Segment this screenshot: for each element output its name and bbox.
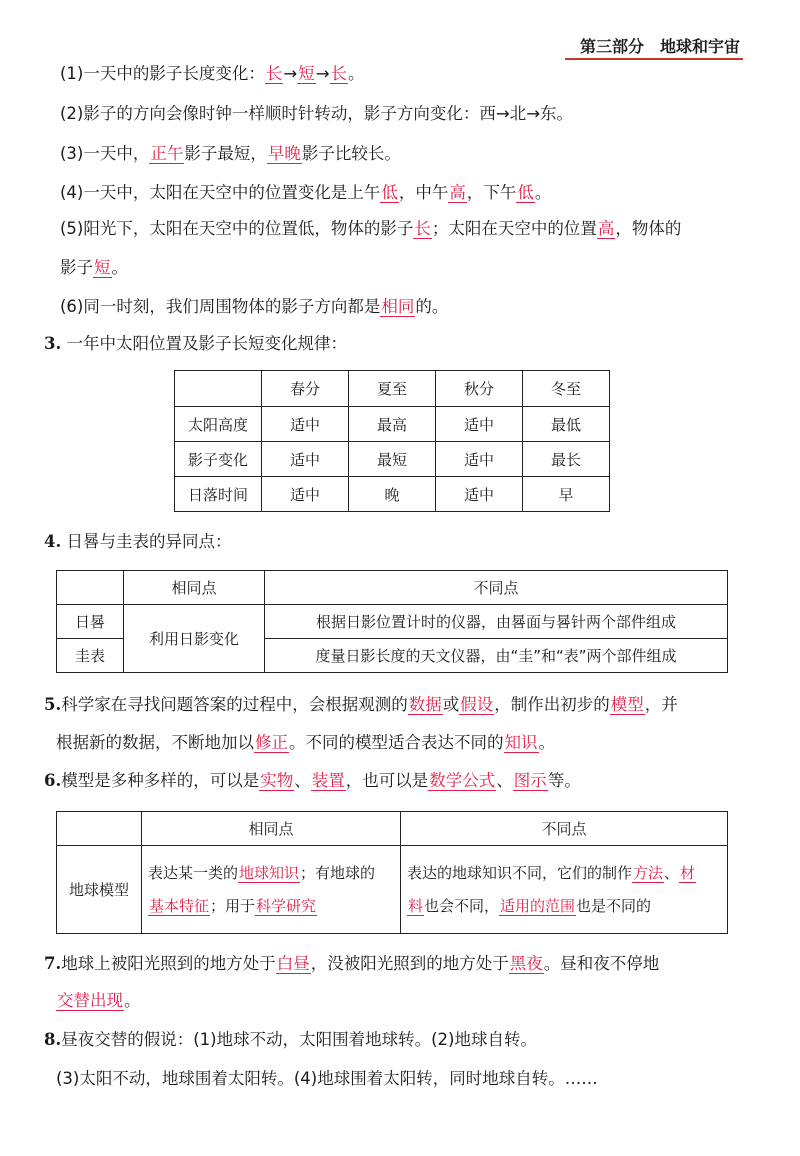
answer-text: 低: [381, 183, 398, 202]
row-label: 日落时间: [175, 477, 262, 512]
rule-line-2: [60, 103, 573, 125]
answer-text: 早晚: [267, 144, 301, 163]
table-header-cell: 春分: [262, 371, 349, 407]
answer-text: 相同: [381, 297, 415, 316]
question-text: 日晷与圭表的异同点：: [66, 532, 232, 551]
body-text: ，物体的: [615, 219, 682, 238]
body-text: (3)太阳不动，地球围着太阳转。(4)地球围着太阳转，同时地球自转。……: [56, 1069, 598, 1088]
answer-text: 知识: [504, 733, 538, 752]
body-text: 的。: [415, 297, 449, 316]
body-text: ；太阳在天空中的位置: [431, 219, 597, 238]
rule-line-5-cont: [60, 257, 128, 279]
question-number: 4.: [44, 532, 62, 551]
table-row: [57, 846, 728, 934]
table-cell: 适中: [436, 477, 523, 512]
cell-line: [148, 857, 394, 890]
table-cell: 根据日影位置计时的仪器，由晷面与晷针两个部件组成: [265, 605, 728, 639]
question-6: [44, 770, 581, 792]
body-text: 地球上被阳光照到的地方处于: [61, 954, 276, 973]
answer-text: 数学公式: [429, 771, 496, 790]
answer-text: 适用的范围: [500, 896, 576, 915]
body-text: 科学家在寻找问题答案的过程中，会根据观测的: [61, 695, 408, 714]
answer-text: 基本特征: [149, 896, 210, 915]
answer-text: 长: [414, 219, 431, 238]
answer-text: 图示: [513, 771, 547, 790]
table-cell: 早: [523, 477, 610, 512]
body-text: 。昼和夜不停地: [543, 954, 660, 973]
rule-number: (2): [60, 104, 84, 123]
question-text: 一年中太阳位置及影子长短变化规律：: [66, 334, 347, 353]
body-text: 。: [534, 183, 552, 202]
table-cell: 适中: [262, 442, 349, 477]
body-text: ，下午: [466, 183, 517, 202]
question-7-cont: [56, 990, 141, 1012]
answer-text: 长: [265, 64, 283, 83]
row-label: 地球模型: [57, 846, 142, 934]
table-cell: 最高: [349, 407, 436, 442]
rule-line-5: [60, 218, 681, 240]
body-text: ；有地球的: [300, 863, 376, 882]
question-text: [61, 1030, 537, 1049]
table-cell: [57, 571, 124, 605]
sundial-table: [56, 570, 728, 673]
row-label: 太阳高度: [175, 407, 262, 442]
body-text: 。: [111, 258, 128, 277]
body-text: 昼夜交替的假说：(1)地球不动，太阳围着地球转。(2)地球自转。: [61, 1030, 537, 1049]
rule-number: (1): [60, 64, 84, 83]
model-table: [56, 811, 728, 934]
rule-number: (4): [60, 183, 84, 202]
answer-text: 假设: [460, 695, 494, 714]
answer-text: 交替出现: [57, 991, 123, 1010]
table-cell: [401, 846, 728, 934]
question-4: [44, 531, 231, 553]
body-text: 、: [496, 771, 513, 790]
table-cell: [142, 846, 401, 934]
answer-text: 白昼: [276, 954, 310, 973]
question-number: 7.: [44, 954, 62, 973]
rule-line-1: [60, 63, 365, 85]
answer-text: 装置: [311, 771, 345, 790]
body-text: →: [315, 64, 330, 83]
body-text: 影子比较长。: [301, 144, 401, 163]
body-text: 。不同的模型适合表达不同的: [289, 733, 504, 752]
body-text: 等。: [547, 771, 581, 790]
rule-number: (5): [60, 219, 84, 238]
answer-text: 低: [517, 183, 534, 202]
body-text: 影子最短，: [184, 144, 267, 163]
row-label: 日晷: [57, 605, 124, 639]
body-text: 表达的地球知识不同，它们的制作: [407, 863, 633, 882]
question-text: [61, 954, 659, 974]
body-text: 一天中，太阳在天空中的位置变化是上午: [83, 183, 381, 202]
body-text: 表达某一类的: [148, 863, 239, 882]
table-header-cell: 秋分: [436, 371, 523, 407]
question-3: [44, 333, 347, 355]
question-5-cont: [56, 732, 555, 754]
table-cell: 度量日影长度的天文仪器，由“圭”和“表”两个部件组成: [265, 639, 728, 673]
question-5: [44, 694, 678, 716]
table-header-cell: 冬至: [523, 371, 610, 407]
table-row: [57, 605, 728, 639]
body-text: ；用于: [210, 896, 256, 915]
answer-text: 长: [330, 64, 348, 83]
table-cell: 晚: [349, 477, 436, 512]
question-8: [44, 1029, 537, 1051]
table-cell: 适中: [262, 407, 349, 442]
body-text: 、: [664, 863, 680, 882]
question-number: 6.: [44, 771, 62, 790]
question-number: 3.: [44, 334, 62, 353]
table-cell: 最短: [349, 442, 436, 477]
body-text: 影子: [60, 258, 93, 277]
rule-line-3: [60, 143, 401, 165]
season-table: [174, 370, 610, 512]
body-text: ，也可以是: [345, 771, 429, 790]
body-text: 。: [538, 733, 555, 752]
table-header-cell: 夏至: [349, 371, 436, 407]
table-header-row: [57, 812, 728, 846]
table-row: [175, 477, 610, 512]
body-text: ，制作出初步的: [494, 695, 610, 714]
answer-text: 高: [597, 219, 615, 238]
cell-line: [148, 890, 394, 923]
table-header-cell: 不同点: [401, 812, 728, 846]
answer-text: 模型: [610, 695, 644, 714]
row-label: 影子变化: [175, 442, 262, 477]
answer-text: 正午: [150, 144, 184, 163]
body-text: 、: [294, 771, 311, 790]
table-cell: 适中: [262, 477, 349, 512]
answer-text: 科学研究: [256, 896, 317, 915]
row-label: 圭表: [57, 639, 124, 673]
body-text: 一天中的影子长度变化：: [83, 64, 265, 83]
table-header-row: [57, 571, 728, 605]
answer-text: 修正: [255, 733, 288, 752]
table-cell: 适中: [436, 407, 523, 442]
table-row: [175, 442, 610, 477]
body-text: 同一时刻，我们周围物体的影子方向都是: [83, 297, 381, 316]
body-text: →: [283, 64, 298, 83]
answer-text: 黑夜: [509, 954, 543, 973]
table-cell: [175, 371, 262, 407]
question-number: 5.: [44, 695, 62, 714]
body-text: 根据新的数据，不断地加以: [56, 733, 254, 752]
body-text: ，并: [644, 695, 678, 714]
answer-text: 短: [94, 258, 111, 277]
rule-line-4: [60, 182, 551, 204]
table-header-cell: 不同点: [265, 571, 728, 605]
table-cell: 最低: [523, 407, 610, 442]
question-8-cont: [56, 1068, 598, 1090]
body-text: 也会不同，: [424, 896, 500, 915]
table-row: [175, 407, 610, 442]
table-header-row: [175, 371, 610, 407]
cell-line: [407, 890, 721, 923]
body-text: ，没被阳光照到的地方处于: [310, 954, 509, 973]
body-text: 阳光下，太阳在天空中的位置低，物体的影子: [83, 219, 414, 238]
table-header-cell: 相同点: [142, 812, 401, 846]
rule-number: (3): [60, 144, 84, 163]
answer-text: 材: [680, 863, 696, 882]
question-text: [61, 695, 678, 715]
body-text: ，中午: [398, 183, 449, 202]
answer-text: 料: [408, 896, 424, 915]
answer-text: 实物: [260, 771, 294, 790]
body-text: 模型是多种多样的，可以是: [61, 771, 260, 790]
body-text: 也是不同的: [576, 896, 652, 915]
answer-text: 高: [449, 183, 466, 202]
answer-text: 方法: [633, 863, 664, 882]
header-rule: [565, 58, 743, 60]
table-cell: 最长: [523, 442, 610, 477]
answer-text: 短: [298, 64, 315, 83]
rule-line-6: [60, 296, 448, 318]
body-text: 一天中，: [83, 144, 150, 163]
question-7: [44, 953, 659, 975]
answer-text: 地球知识: [239, 863, 300, 882]
question-number: 8.: [44, 1030, 62, 1049]
table-cell: 适中: [436, 442, 523, 477]
table-cell: 利用日影变化: [124, 605, 265, 673]
table-cell: [57, 812, 142, 846]
body-text: 。: [348, 64, 365, 83]
answer-text: 数据: [408, 695, 442, 714]
table-header-cell: 相同点: [124, 571, 265, 605]
rule-number: (6): [60, 297, 84, 316]
page-header: 第三部分 地球和宇宙: [579, 37, 740, 56]
cell-line: [407, 857, 721, 890]
question-text: [61, 771, 581, 791]
body-text: 。: [124, 991, 141, 1010]
body-text: 影子的方向会像时钟一样顺时针转动，影子方向变化：西→北→东。: [83, 104, 574, 123]
body-text: 或: [442, 695, 460, 714]
